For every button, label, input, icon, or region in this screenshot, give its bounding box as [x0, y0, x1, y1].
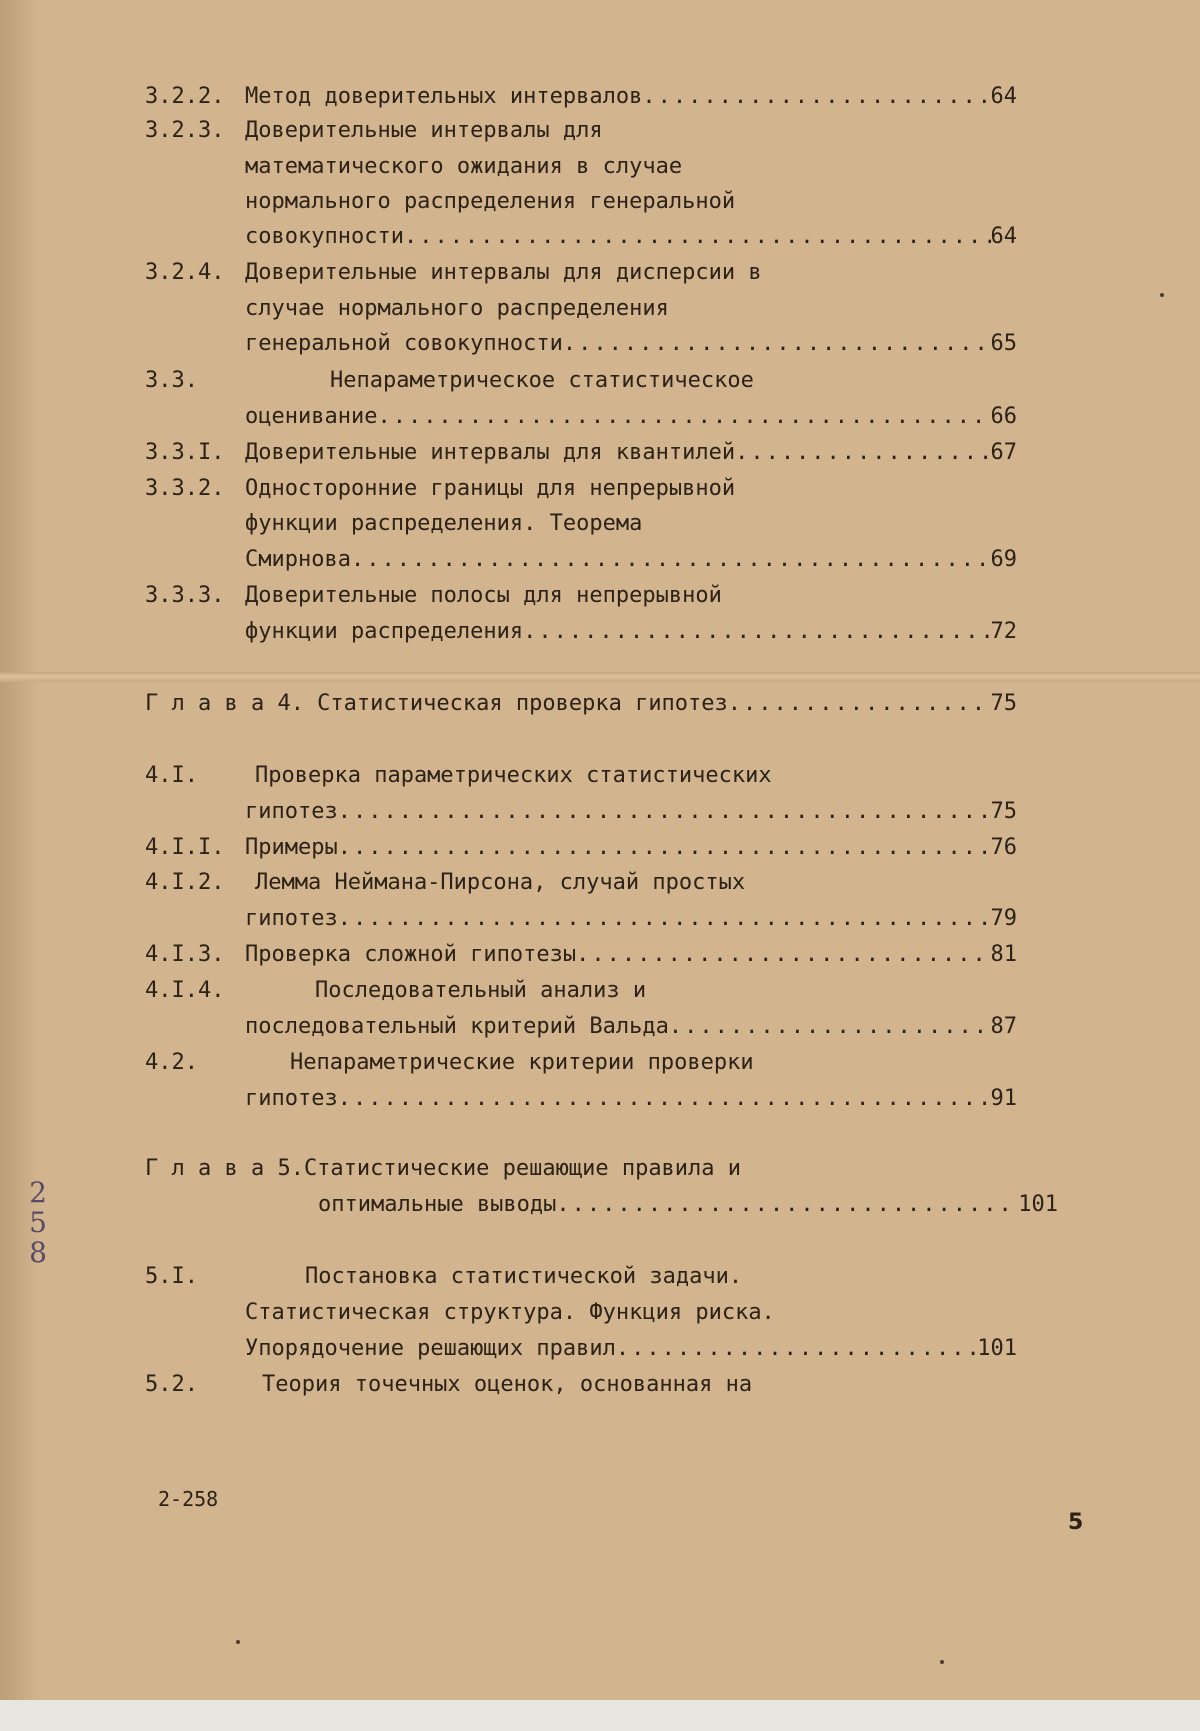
chapter-title: Г л а в а 4. Статистическая проверка гипотез: [145, 691, 728, 716]
toc-title-line: Доверительные интервалы для дисперсии в: [245, 260, 762, 285]
toc-title: Проверка сложной гипотезы: [245, 942, 577, 967]
stamp-digit: 8: [29, 1236, 47, 1269]
toc-page: 72: [990, 619, 1017, 644]
toc-title: генеральной совокупности: [245, 331, 563, 356]
page-fold: [0, 672, 1200, 682]
toc-number: 3.3.: [145, 368, 198, 393]
dot-leader: [351, 543, 991, 577]
toc-entry: [245, 1332, 1017, 1366]
dot-leader: [338, 1082, 991, 1116]
toc-number: 3.2.4.: [145, 260, 225, 285]
toc-title-line: Проверка параметрических статистических: [255, 763, 772, 788]
paper-speck: [940, 1660, 944, 1664]
toc-title-line: математического ожидания в случае: [245, 154, 683, 179]
toc-title-line: Лемма Неймана-Пирсона, случай простых: [255, 870, 746, 895]
toc-title: Примеры: [245, 835, 338, 860]
toc-number: 3.2.3.: [145, 118, 225, 143]
toc-page: 75: [990, 799, 1017, 824]
scan-border: [0, 1700, 1200, 1731]
stamp-digit: 5: [29, 1206, 47, 1239]
toc-page: 64: [990, 84, 1017, 109]
page-number: 5: [1068, 1510, 1084, 1535]
toc-title-line: Односторонние границы для непрерывной: [245, 476, 736, 501]
toc-number: 4.I.4.: [145, 978, 225, 1003]
toc-page: 66: [990, 404, 1017, 429]
dot-leader: [556, 1188, 1018, 1222]
toc-number: 4.I.2.: [145, 870, 225, 895]
paper-speck: [1160, 293, 1164, 297]
toc-page: 76: [990, 835, 1017, 860]
toc-title-line: Доверительные полосы для непрерывной: [245, 583, 722, 608]
toc-page: 81: [990, 942, 1017, 967]
toc-title-line: Постановка статистической задачи.: [305, 1264, 743, 1289]
dot-leader: [377, 400, 990, 434]
dot-leader: [338, 902, 991, 936]
toc-title-line: [245, 114, 820, 148]
toc-page: 91: [990, 1086, 1017, 1111]
toc-entry: [245, 400, 1017, 434]
toc-number: 4.I.: [145, 763, 198, 788]
dot-leader: [669, 1010, 991, 1044]
dot-leader: [735, 436, 990, 470]
toc-page: 79: [990, 906, 1017, 931]
toc-entry: [245, 938, 1017, 972]
toc-page: 69: [990, 547, 1017, 572]
dot-leader: [728, 687, 991, 721]
toc-entry: [245, 327, 1017, 361]
toc-page: 64: [990, 224, 1017, 249]
toc-entry: [245, 436, 1017, 470]
toc-title: Доверительные интервалы для: [245, 118, 603, 143]
toc-entry: [245, 80, 1017, 114]
paper-speck: [236, 1640, 240, 1644]
toc-number: 4.I.3.: [145, 942, 225, 967]
dot-leader: [338, 795, 991, 829]
toc-page: 75: [990, 691, 1017, 716]
toc-title: функции распределения: [245, 619, 524, 644]
toc-page: 101: [977, 1336, 1017, 1361]
chapter-heading: [318, 1188, 1058, 1222]
toc-page: 67: [990, 440, 1017, 465]
toc-number: 4.2.: [145, 1050, 198, 1075]
toc-entry: [245, 220, 1017, 254]
toc-title: совокупности: [245, 224, 404, 249]
footer-code: 2-258: [158, 1487, 219, 1511]
toc-number: 3.3.3.: [145, 583, 225, 608]
chapter-heading: [145, 687, 1017, 721]
toc-page: 101: [1018, 1192, 1058, 1217]
toc-title: Упорядочение решающих правил: [245, 1336, 616, 1361]
toc-entry: [245, 795, 1017, 829]
toc-title: Смирнова: [245, 547, 351, 572]
toc-page: 65: [990, 331, 1017, 356]
toc-entry: [245, 902, 1017, 936]
toc-title: гипотез: [245, 906, 338, 931]
toc-number: 3.3.I.: [145, 440, 225, 465]
toc-title-line: Теория точечных оценок, основанная на: [262, 1372, 753, 1397]
toc-number: 4.I.I.: [145, 835, 225, 860]
toc-entry: [245, 543, 1017, 577]
toc-title: оценивание: [245, 404, 378, 429]
toc-title-line: Непараметрическое статистическое: [330, 368, 754, 393]
margin-stamp: [22, 1178, 54, 1268]
toc-title: Метод доверительных интервалов: [245, 84, 643, 109]
chapter-title: оптимальные выводы: [318, 1192, 557, 1217]
chapter-title: Г л а в а 5.Статистические решающие правила и: [145, 1156, 742, 1181]
toc-title: Доверительные интервалы для квантилей: [245, 440, 736, 465]
toc-entry: [245, 1082, 1017, 1116]
toc-title-line: Статистическая структура. Функция риска.: [245, 1300, 775, 1325]
toc-entry: [245, 1010, 1017, 1044]
dot-leader: [523, 615, 990, 649]
toc-title-line: Непараметрические критерии проверки: [290, 1050, 754, 1075]
toc-title-line: Последовательный анализ и: [315, 978, 647, 1003]
dot-leader: [576, 938, 990, 972]
dot-leader: [338, 831, 991, 865]
stamp-digit: 2: [29, 1176, 47, 1209]
toc-page: 87: [990, 1014, 1017, 1039]
toc-number: 5.2.: [145, 1372, 198, 1397]
toc-entry: [245, 831, 1017, 865]
dot-leader: [404, 220, 991, 254]
dot-leader: [616, 1332, 977, 1366]
toc-entry: [245, 615, 1017, 649]
toc-title-line: нормального распределения генеральной: [245, 189, 736, 214]
toc-number: 3.3.2.: [145, 476, 225, 501]
dot-leader: [563, 327, 991, 361]
toc-title-line: функции распределения. Теорема: [245, 511, 643, 536]
dot-leader: [642, 80, 990, 114]
toc-title-line: случае нормального распределения: [245, 296, 669, 321]
toc-title: последовательный критерий Вальда: [245, 1014, 669, 1039]
toc-title: гипотез: [245, 799, 338, 824]
toc-number: 3.2.2.: [145, 84, 225, 109]
toc-number: 5.I.: [145, 1264, 198, 1289]
toc-title: гипотез: [245, 1086, 338, 1111]
